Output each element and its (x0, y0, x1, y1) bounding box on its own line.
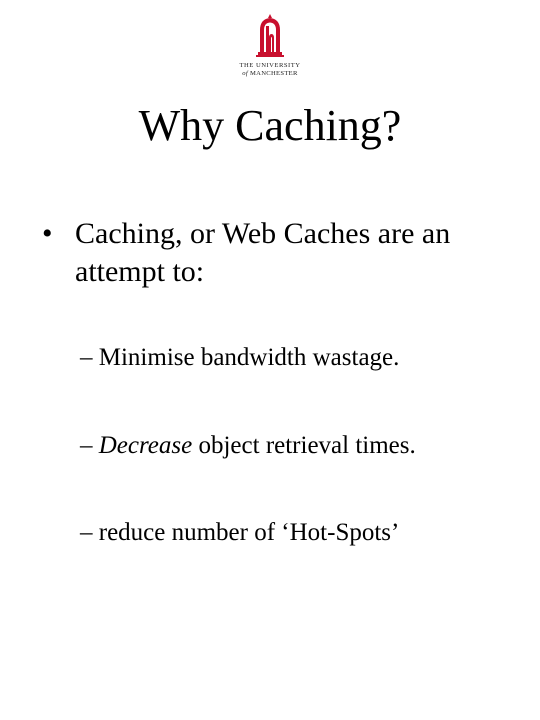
slide-title: Why Caching? (138, 101, 402, 150)
university-logo (238, 14, 302, 82)
subpoint-hotspots (80, 518, 520, 548)
subpoint-dash: – (80, 344, 93, 371)
subpoint-dash: – (80, 432, 93, 459)
subpoint-text: object retrieval times. (192, 432, 416, 459)
subpoint-text: Minimise bandwidth wastage. (98, 344, 400, 371)
subpoint-emphasis: Decrease (98, 432, 193, 459)
logo-line-university: THE UNIVERSITY (239, 62, 301, 69)
main-bullet (42, 215, 502, 291)
logo-of: of (242, 70, 249, 77)
subpoint-retrieval (80, 431, 520, 461)
logo-line-manchester (238, 70, 302, 77)
subpoint-dash: – (80, 519, 93, 546)
subpoint-bandwidth (80, 343, 520, 373)
bullet-marker: • (42, 217, 53, 250)
bullet-text: Caching, or Web Caches are an attempt to: (75, 217, 451, 288)
subpoint-text: reduce number of ‘Hot-Spots’ (98, 519, 400, 546)
university-crest-icon (256, 14, 284, 60)
logo-manchester: MANCHESTER (249, 70, 298, 77)
